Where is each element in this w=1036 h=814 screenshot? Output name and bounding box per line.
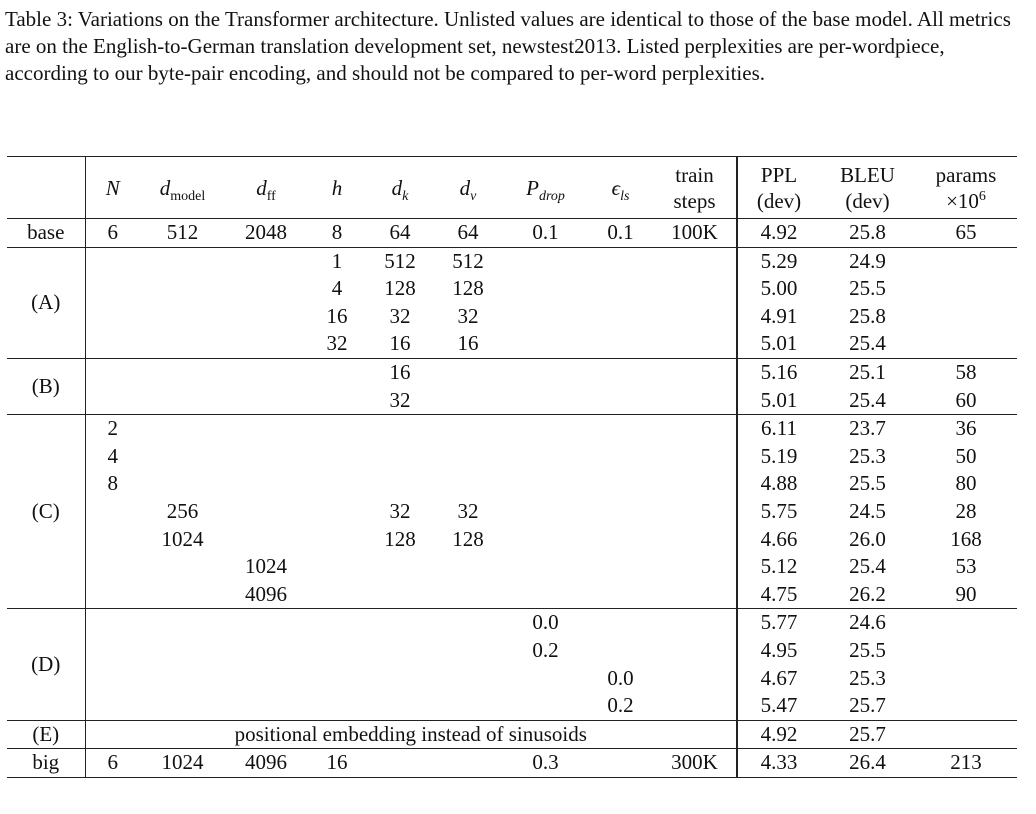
- table-cell: 100K: [653, 219, 737, 248]
- table-cell: [503, 692, 588, 720]
- table-cell: 25.7: [820, 720, 915, 749]
- table-cell: 5.47: [737, 692, 820, 720]
- table-cell: 0.2: [532, 637, 559, 662]
- table-cell: 128: [452, 276, 484, 301]
- table-cell: 8: [307, 219, 367, 248]
- table-cell: 80: [955, 471, 977, 496]
- table-cell: 4.88: [737, 470, 820, 498]
- table-cell: 25.4: [849, 331, 886, 356]
- table-cell: [367, 443, 433, 471]
- table-cell: 25.1: [820, 358, 915, 386]
- table-row-a: [7, 247, 1017, 275]
- table-cell: [588, 749, 653, 778]
- table-cell: 1024: [245, 554, 287, 579]
- group-label-a: (A): [7, 247, 85, 358]
- table-row-big: [7, 749, 1017, 778]
- col-ppl-header: PPL (dev): [737, 157, 820, 219]
- table-row-b: [7, 387, 1017, 415]
- col-dff-header: $d_{ff}$: [225, 157, 307, 219]
- table-cell: 5.16: [737, 358, 820, 386]
- table-cell: 16: [307, 749, 367, 778]
- table-cell: 28: [955, 498, 977, 523]
- table-cell: 512: [140, 219, 225, 248]
- table-cell: [433, 415, 503, 443]
- table-cell: 25.5: [849, 276, 886, 301]
- table-cell: 4.92: [737, 219, 820, 248]
- table-cell: 25.8: [820, 219, 915, 248]
- table-row-a: [7, 275, 1017, 303]
- group-label-b: (B): [7, 358, 85, 414]
- table-cell: 4.75: [737, 581, 820, 609]
- table-row-c: [7, 498, 1017, 526]
- table-cell: [85, 526, 140, 554]
- table-cell: 5.01: [737, 330, 820, 358]
- table-cell: 25.8: [849, 303, 886, 328]
- table-cell: 53: [955, 554, 977, 579]
- table-cell: 128: [384, 276, 416, 301]
- table-cell: 26.2: [849, 581, 886, 606]
- table-cell: [433, 443, 503, 471]
- table-row-d: [7, 637, 1017, 665]
- table-cell: 25.5: [849, 471, 886, 496]
- table-row-e: [7, 720, 1017, 749]
- table-row-c: [7, 581, 1017, 609]
- table-cell: 512: [433, 247, 503, 275]
- group-label-c: (C): [7, 415, 85, 609]
- table-cell: 4.67: [737, 665, 820, 693]
- table-cell: 0.0: [607, 665, 634, 690]
- table-cell: 0.3: [503, 749, 588, 778]
- table-cell: [85, 581, 140, 609]
- table-cell: 25.3: [849, 665, 886, 690]
- results-table: [7, 156, 1017, 778]
- table-cell: 64: [433, 219, 503, 248]
- table-cell: 65: [915, 219, 1017, 248]
- table-cell: [588, 609, 653, 637]
- table-cell: 5.75: [737, 498, 820, 526]
- col-dv-header: $d_v$: [433, 157, 503, 219]
- table-cell: 6.11: [737, 415, 820, 443]
- table-cell: 168: [950, 526, 982, 551]
- table-cell: 32: [389, 387, 411, 412]
- row-label: big: [7, 749, 85, 778]
- table-cell: 128: [452, 526, 484, 551]
- table-cell: 2048: [225, 219, 307, 248]
- table-cell: 36: [915, 415, 1017, 443]
- table-cell: 256: [166, 498, 199, 523]
- table-cell: [225, 526, 307, 554]
- table-cell: [85, 553, 140, 581]
- table-cell: 1024: [140, 749, 225, 778]
- row-label: base: [7, 219, 85, 248]
- table-cell: [367, 581, 433, 609]
- table-cell: [140, 581, 225, 609]
- table-cell: 5.77: [737, 609, 820, 637]
- table-cell: [85, 498, 140, 526]
- col-train-header: train steps: [653, 157, 737, 219]
- table-row-a: [7, 330, 1017, 358]
- table-cell: 4: [331, 276, 343, 301]
- table-cell: 16: [457, 331, 479, 356]
- table-cell: [503, 665, 588, 693]
- table-cell: 24.6: [820, 609, 915, 637]
- table-cell: 2: [85, 415, 140, 443]
- table-row-c: [7, 443, 1017, 471]
- table-caption: Table 3: Variations on the Transformer architecture. Unlisted values are identical to those of the base model. All metrics are on the English-to-German translation development set, newstest2013. Listed perplexities are per-wordpiece, according to our byte-pair encoding, and should not be compared to per-word perplexities.: [5, 7, 1011, 85]
- col-params-header: params $\times 10^6$: [915, 157, 1017, 219]
- table-cell: 16: [326, 303, 348, 328]
- table-cell: 300K: [653, 749, 737, 778]
- table-cell: [140, 443, 225, 471]
- table-cell: 25.7: [849, 693, 886, 718]
- table-row-b: [7, 358, 1017, 386]
- table-cell: 128: [384, 526, 416, 551]
- table-cell: 4: [85, 443, 140, 471]
- table-cell: [140, 415, 225, 443]
- table-cell: [225, 415, 307, 443]
- table-row-base: [7, 219, 1017, 248]
- group-label-d: (D): [7, 609, 85, 720]
- table-cell: 5.00: [737, 275, 820, 303]
- table-cell: 32: [457, 303, 479, 328]
- table-cell: 16: [367, 358, 433, 386]
- table-row-d: [7, 609, 1017, 637]
- table-cell: [433, 749, 503, 778]
- table-row-c: [7, 415, 1017, 443]
- table-row-d: [7, 665, 1017, 693]
- table-cell: [367, 553, 433, 581]
- col-els-header: $\epsilon_{ls}$: [588, 157, 653, 219]
- table-cell: 64: [367, 219, 433, 248]
- table-cell: 25.3: [849, 443, 886, 468]
- table-row-c: [7, 526, 1017, 554]
- table-cell: 4.91: [737, 303, 820, 331]
- table-cell: 25.4: [849, 554, 886, 579]
- table-cell: 24.5: [849, 498, 886, 523]
- table-row-c: [7, 470, 1017, 498]
- table-row-d: [7, 692, 1017, 720]
- table-cell: 58: [915, 358, 1017, 386]
- table-cell: 5.12: [737, 553, 820, 581]
- table-cell: 25.4: [849, 387, 886, 412]
- col-n-header: N: [85, 157, 140, 219]
- table-cell: 32: [457, 498, 479, 523]
- table-cell: 60: [955, 387, 977, 412]
- table-cell: 0.0: [503, 609, 588, 637]
- table-cell: 5.19: [737, 443, 820, 471]
- table-cell: [140, 553, 225, 581]
- table-cell: 4096: [245, 581, 287, 606]
- table-cell: 50: [955, 443, 977, 468]
- table-cell: 26.4: [820, 749, 915, 778]
- table-cell: [367, 470, 433, 498]
- header-row: [7, 157, 1017, 219]
- table-cell: [433, 581, 503, 609]
- table-cell: 6: [85, 219, 140, 248]
- table-cell: 5.29: [737, 247, 820, 275]
- positional-embedding-note: positional embedding instead of sinusoids: [85, 720, 737, 749]
- table-cell: 4.33: [737, 749, 820, 778]
- table-row-c: [7, 553, 1017, 581]
- table-cell: 0.1: [503, 219, 588, 248]
- table-cell: 24.9: [820, 247, 915, 275]
- table-cell: 90: [955, 581, 977, 606]
- col-h-header: h: [307, 157, 367, 219]
- table-row-a: [7, 303, 1017, 331]
- table-cell: 5.01: [737, 387, 820, 415]
- table-cell: [225, 470, 307, 498]
- table-cell: [225, 498, 307, 526]
- col-dk-header: $d_k$: [367, 157, 433, 219]
- table-cell: 4.66: [737, 526, 820, 554]
- table-cell: [225, 443, 307, 471]
- table-cell: [433, 553, 503, 581]
- table-cell: [367, 749, 433, 778]
- table-cell: 1024: [161, 526, 204, 551]
- col-dmodel-header: $d_{model}$: [140, 157, 225, 219]
- table-cell: 32: [326, 331, 348, 356]
- table-cell: 6: [85, 749, 140, 778]
- table-cell: 4.95: [737, 637, 820, 665]
- table-cell: 32: [389, 303, 411, 328]
- table-cell: 16: [389, 331, 411, 356]
- table-cell: 0.1: [588, 219, 653, 248]
- table-cell: [433, 470, 503, 498]
- group-label-e: (E): [7, 720, 85, 749]
- col-bleu-header: BLEU (dev): [820, 157, 915, 219]
- table-cell: [588, 637, 653, 665]
- table-cell: 4.92: [737, 720, 820, 749]
- table-cell: 4096: [225, 749, 307, 778]
- table-cell: [367, 415, 433, 443]
- table-cell: 8: [85, 470, 140, 498]
- table-cell: 26.0: [849, 526, 886, 551]
- col-pdrop-header: $P_{drop}$: [503, 157, 588, 219]
- table-cell: 1: [307, 247, 367, 275]
- table-cell: 512: [367, 247, 433, 275]
- table-cell: 25.5: [849, 637, 886, 662]
- table-cell: 0.2: [607, 693, 634, 718]
- table-cell: [140, 470, 225, 498]
- table-cell: 23.7: [820, 415, 915, 443]
- table-cell: 213: [915, 749, 1017, 778]
- table-cell: 32: [389, 498, 411, 523]
